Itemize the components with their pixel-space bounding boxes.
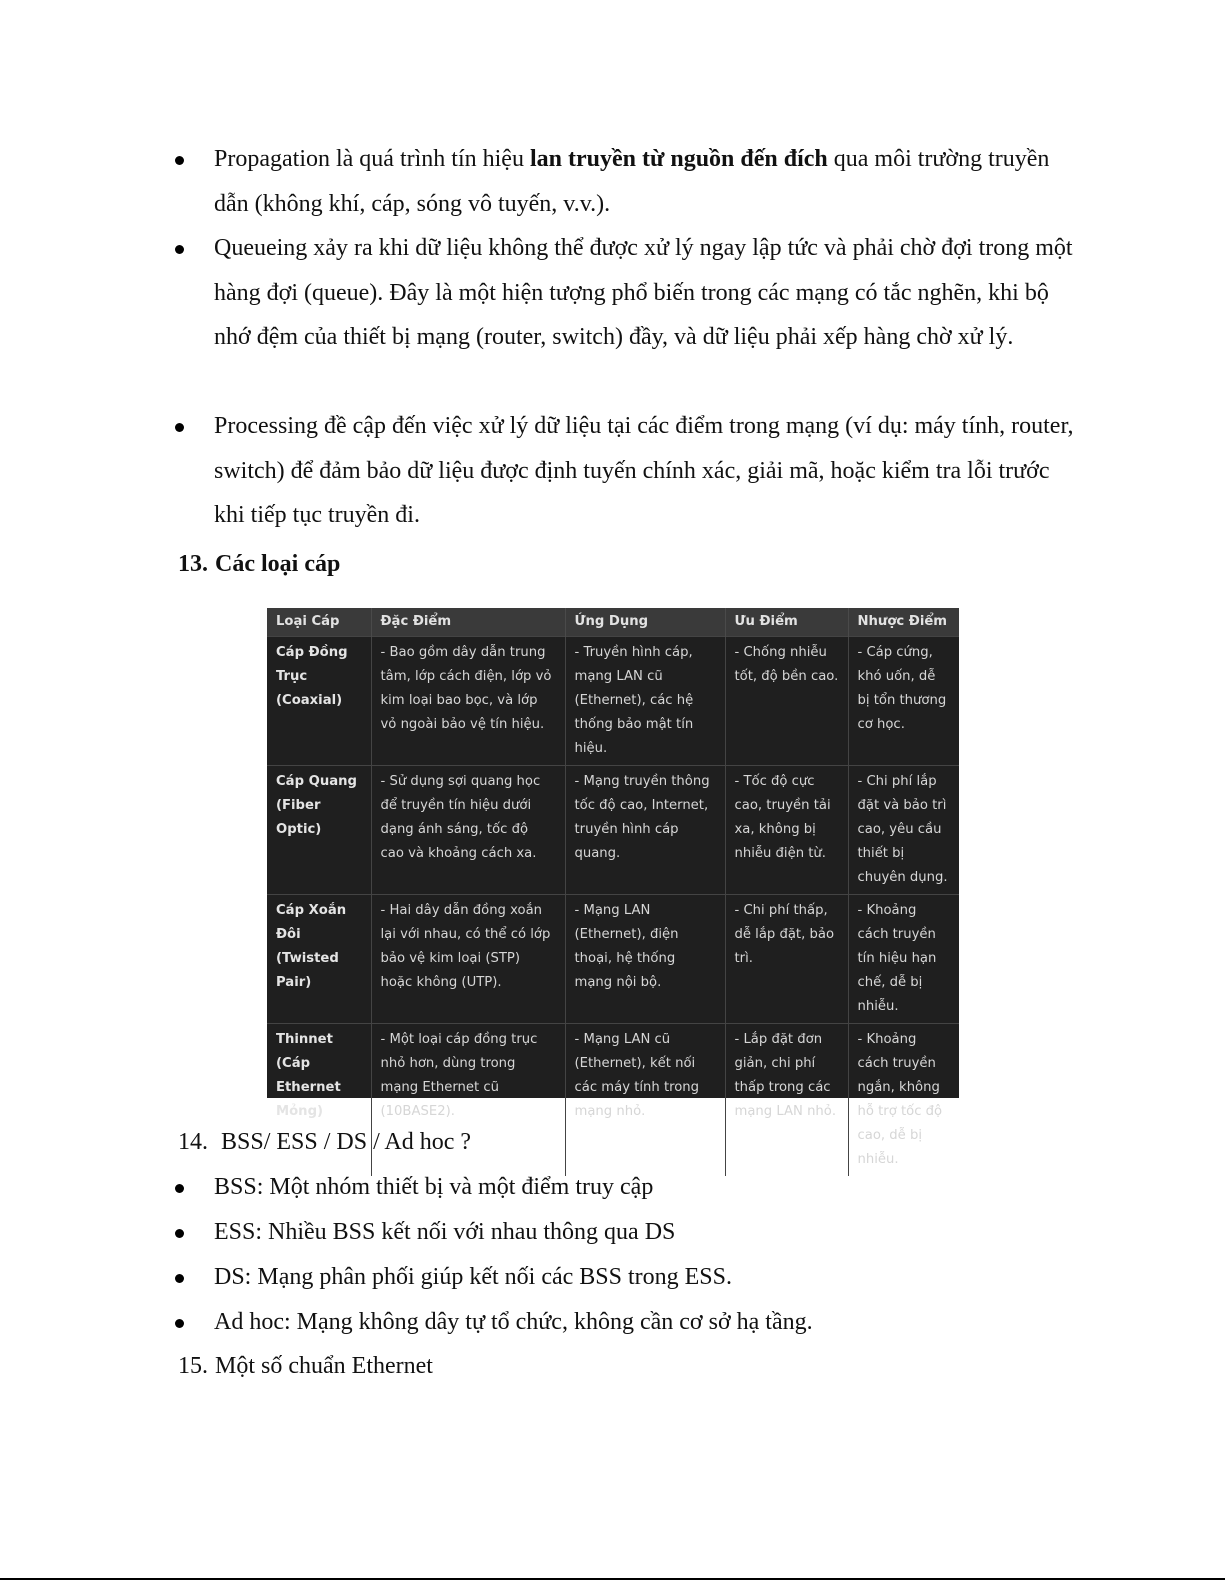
bullet-ds [175, 1255, 1075, 1300]
bullet-ess [175, 1210, 1075, 1255]
bullet-text: ESS: Nhiều BSS kết nối với nhau thông qua DS [214, 1219, 676, 1245]
table-row [267, 895, 959, 1024]
column-header: Ưu Điểm [725, 608, 848, 637]
table-cell: - Khoảng cách truyền tín hiệu hạn chế, dễ bị nhiễu. [848, 895, 959, 1024]
section-number: 15. [178, 1353, 208, 1379]
bullet-dot [175, 1184, 184, 1193]
bullet-bold-text: lan truyền từ nguồn đến đích [529, 146, 828, 172]
section-13-heading [178, 548, 340, 580]
table-cell: Cáp Đồng Trục (Coaxial) [267, 637, 371, 766]
table-cell: - Bao gồm dây dẫn trung tâm, lớp cách điện, lớp vỏ kim loại bao bọc, và lớp vỏ ngoài bảo vệ tín hiệu. [371, 637, 565, 766]
section-15-heading [178, 1350, 433, 1382]
bullet-text: DS: Mạng phân phối giúp kết nối các BSS trong ESS. [214, 1264, 732, 1290]
table-cell: - Mạng truyền thông tốc độ cao, Internet, truyền hình cáp quang. [565, 766, 725, 895]
bullet-queueing [175, 226, 1075, 360]
bullet-adhoc [175, 1300, 1075, 1345]
table-cell: - Chi phí lắp đặt và bảo trì cao, yêu cầu thiết bị chuyên dụng. [848, 766, 959, 895]
section-title: BSS/ ESS / DS / Ad hoc ? [215, 1129, 472, 1155]
table-cell: - Một loại cáp đồng trục nhỏ hơn, dùng trong mạng Ethernet cũ (10BASE2). [371, 1024, 565, 1177]
column-header: Nhược Điểm [848, 608, 959, 637]
section-number: 14. [178, 1129, 208, 1155]
table-cell: Thinnet (Cáp Ethernet Mỏng) [267, 1024, 371, 1177]
section-number: 13. [178, 551, 208, 577]
bullet-dot [175, 1319, 184, 1328]
bullet-bss [175, 1165, 1075, 1210]
bullet-text: Propagation là quá trình tín hiệu [214, 146, 530, 172]
table-cell: - Tốc độ cực cao, truyền tải xa, không bị nhiễu điện từ. [725, 766, 848, 895]
bullet-dot [175, 245, 184, 254]
section-title: Các loại cáp [215, 551, 341, 577]
cable-types-table [267, 608, 959, 1176]
table-header-row [267, 608, 959, 637]
bullet-text: Queueing xảy ra khi dữ liệu không thể được xử lý ngay lập tức và phải chờ đợi trong một hàng đợi (queue). Đây là một hiện tượng phổ biến trong các mạng có tắc nghẽn, khi bộ nhớ đệm của thiết bị mạng (router, switch) đầy, và dữ liệu phải xếp hàng chờ xử lý. [214, 235, 1073, 350]
bullet-text: Ad hoc: Mạng không dây tự tổ chức, không cần cơ sở hạ tầng. [214, 1309, 813, 1335]
bullet-dot [175, 423, 184, 432]
bullet-dot [175, 1229, 184, 1238]
table-cell: - Cáp cứng, khó uốn, dễ bị tổn thương cơ học. [848, 637, 959, 766]
table-cell: - Hai dây dẫn đồng xoắn lại với nhau, có thể có lớp bảo vệ kim loại (STP) hoặc không (UTP). [371, 895, 565, 1024]
page-bottom-border [0, 1578, 1225, 1580]
table-row [267, 637, 959, 766]
table-row [267, 766, 959, 895]
table-cell: - Mạng LAN cũ (Ethernet), kết nối các máy tính trong mạng nhỏ. [565, 1024, 725, 1177]
section-title: Một số chuẩn Ethernet [215, 1353, 433, 1379]
column-header: Ứng Dụng [565, 608, 725, 637]
table-cell: - Mạng LAN (Ethernet), điện thoại, hệ thống mạng nội bộ. [565, 895, 725, 1024]
table-cell: - Lắp đặt đơn giản, chi phí thấp trong các mạng LAN nhỏ. [725, 1024, 848, 1177]
section-14-heading [178, 1126, 471, 1158]
bullet-propagation [175, 137, 1075, 226]
table-cell: - Chi phí thấp, dễ lắp đặt, bảo trì. [725, 895, 848, 1024]
table-cell: - Sử dụng sợi quang học để truyền tín hiệu dưới dạng ánh sáng, tốc độ cao và khoảng cách xa. [371, 766, 565, 895]
bullet-text: BSS: Một nhóm thiết bị và một điểm truy cập [214, 1174, 654, 1200]
table-cell: Cáp Xoắn Đôi (Twisted Pair) [267, 895, 371, 1024]
bullet-processing [175, 404, 1075, 538]
table-cell: - Truyền hình cáp, mạng LAN cũ (Ethernet), các hệ thống bảo mật tín hiệu. [565, 637, 725, 766]
bullet-dot [175, 1274, 184, 1283]
table-cell: - Khoảng cách truyền ngắn, không hỗ trợ tốc độ cao, dễ bị nhiễu. [848, 1024, 959, 1177]
table-cell: - Chống nhiễu tốt, độ bền cao. [725, 637, 848, 766]
bullet-text: Processing đề cập đến việc xử lý dữ liệu tại các điểm trong mạng (ví dụ: máy tính, router, switch) để đảm bảo dữ liệu được định tuyến chính xác, giải mã, hoặc kiểm tra lỗi trước khi tiếp tục truyền đi. [214, 413, 1074, 528]
table-cell: Cáp Quang (Fiber Optic) [267, 766, 371, 895]
bullet-text: qua môi trường truyền dẫn (không khí, cáp, sóng vô tuyến, v.v.). [214, 146, 1050, 217]
bullet-dot [175, 156, 184, 165]
column-header: Đặc Điểm [371, 608, 565, 637]
column-header: Loại Cáp [267, 608, 371, 637]
